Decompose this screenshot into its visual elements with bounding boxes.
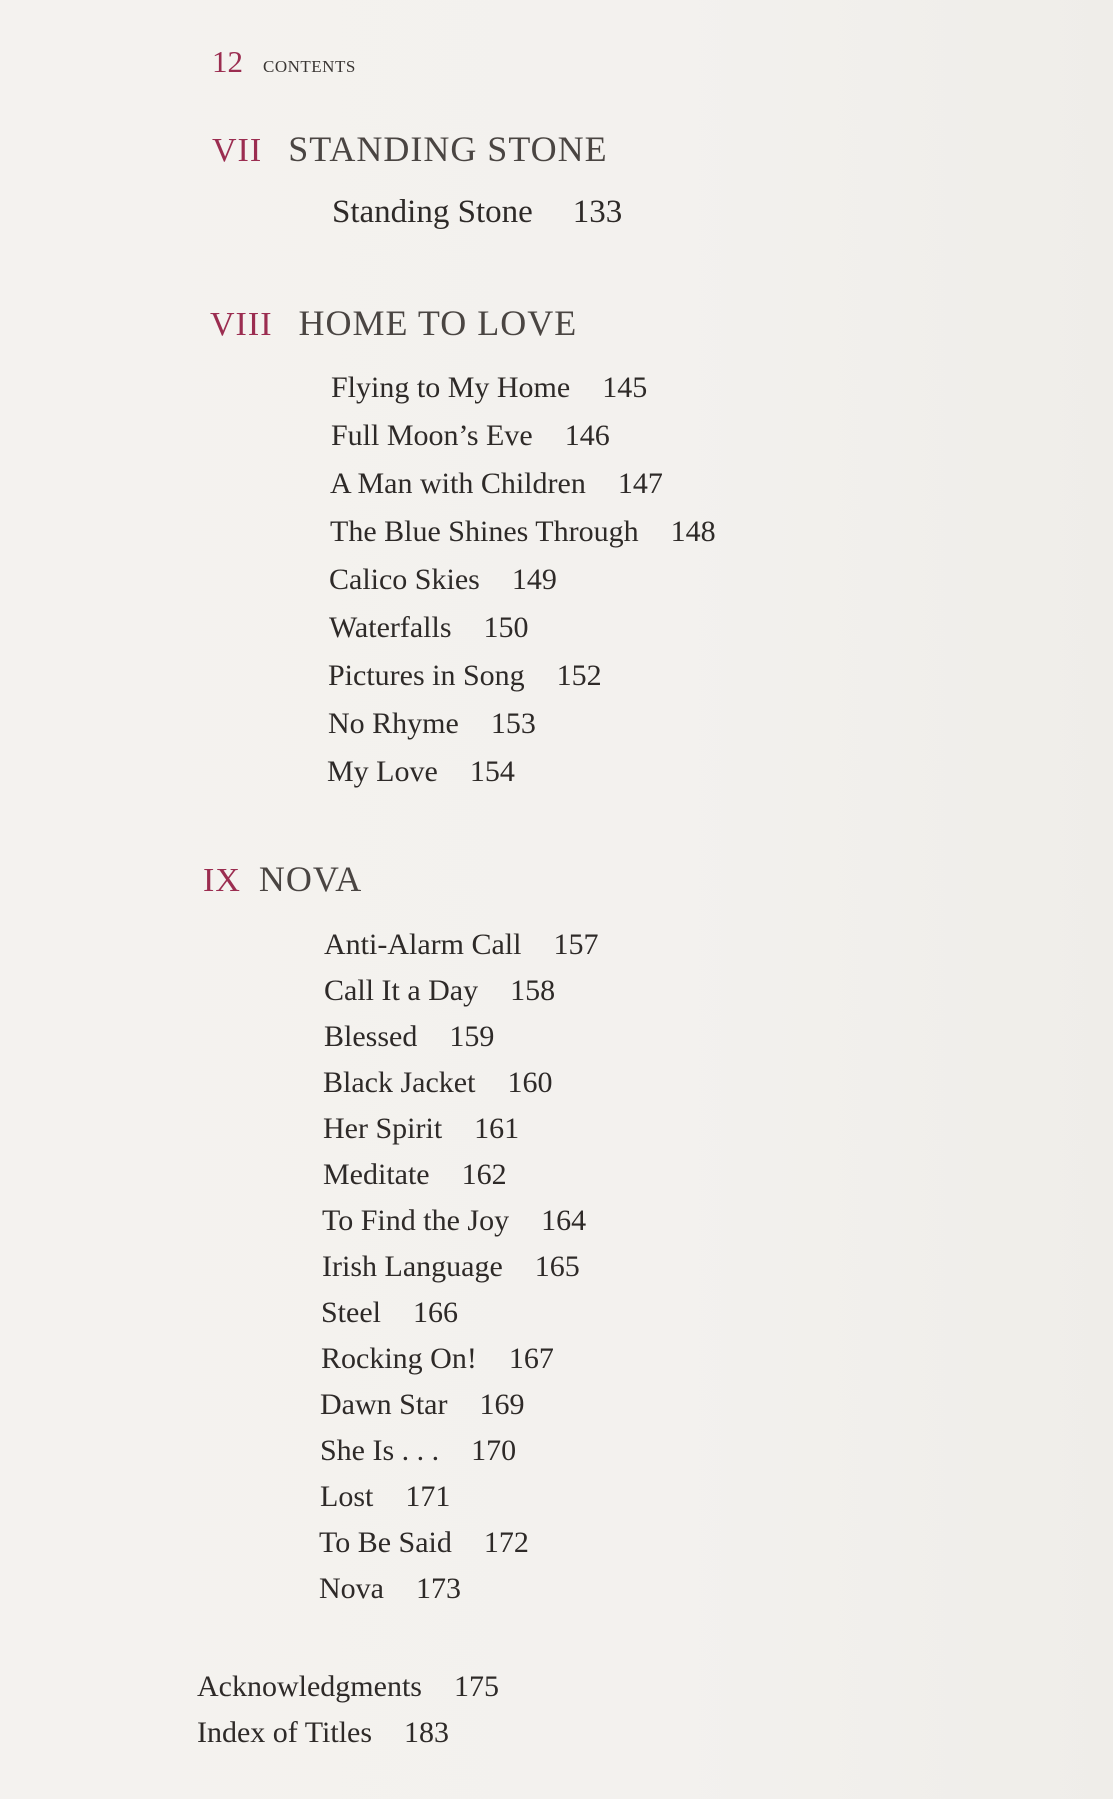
entry-title: She Is . . . [320,1434,440,1467]
entry-page: 173 [415,1572,461,1605]
page-number: 12 [212,44,243,79]
entry-page: 153 [490,707,536,740]
toc-entry [322,1252,580,1282]
entry-page: 159 [449,1020,495,1053]
entry-page: 172 [483,1526,529,1559]
entry-page: 158 [510,974,556,1007]
toc-entry [331,373,647,403]
entry-page: 167 [508,1342,554,1375]
toc-entry [323,1114,519,1144]
entry-page: 152 [556,659,602,692]
entry-title: A Man with Children [330,467,586,500]
entry-page: 165 [534,1250,580,1283]
entry-title: Blessed [324,1020,418,1053]
entry-title: Standing Stone [332,194,533,230]
entry-page: 175 [453,1670,499,1703]
toc-entry [330,469,663,499]
entry-title: Pictures in Song [328,659,525,692]
entry-page: 162 [461,1158,507,1191]
entry-title: To Be Said [319,1526,452,1559]
entry-title: Waterfalls [329,611,452,644]
running-head: contents [263,52,356,78]
entry-title: To Find the Joy [322,1204,510,1237]
section-numeral: VIII [210,306,273,343]
section-heading-vii [212,128,608,170]
toc-entry [324,976,555,1006]
entry-page: 157 [553,928,599,961]
entry-title: Meditate [323,1158,430,1191]
toc-entry [319,1574,461,1604]
toc-entry [323,1068,552,1098]
toc-entry [332,196,622,229]
section-title: NOVA [258,859,363,899]
entry-page: 154 [469,755,515,788]
entry-page: 161 [474,1112,520,1145]
toc-entry [330,517,716,547]
entry-title: Call It a Day [324,974,479,1007]
section-title: HOME TO LOVE [298,303,578,343]
entry-title: Anti-Alarm Call [324,928,522,961]
toc-entry [329,613,529,643]
entry-page: 133 [572,194,623,230]
toc-entry [323,1160,507,1190]
entry-title: The Blue Shines Through [330,515,639,548]
entry-title: Calico Skies [329,563,480,596]
entry-title: Steel [321,1296,381,1329]
toc-entry [321,1344,554,1374]
entry-page: 169 [479,1388,525,1421]
toc-entry [327,757,515,787]
entry-page: 170 [471,1434,517,1467]
entry-title: Lost [320,1480,374,1513]
entry-title: Rocking On! [321,1342,477,1375]
toc-entry [320,1436,516,1466]
page-header [212,44,356,80]
entry-title: Her Spirit [323,1112,443,1145]
toc-entry [322,1206,586,1236]
section-heading-viii [210,302,577,344]
entry-page: 147 [617,467,663,500]
entry-page: 164 [541,1204,587,1237]
toc-entry [328,661,602,691]
entry-title: Nova [319,1572,384,1605]
entry-title: Flying to My Home [331,371,571,404]
toc-entry [319,1528,529,1558]
entry-title: No Rhyme [328,707,459,740]
section-numeral: IX [203,862,241,899]
back-matter-entry [197,1672,499,1702]
entry-page: 166 [413,1296,458,1329]
entry-title: Full Moon’s Eve [331,419,533,452]
entry-title: Acknowledgments [197,1670,422,1703]
toc-entry [328,709,536,739]
section-numeral: VII [212,132,263,169]
entry-title: My Love [327,755,438,788]
toc-entry [324,1022,494,1052]
toc-entry [320,1482,450,1512]
entry-title: Black Jacket [323,1066,476,1099]
entry-page: 149 [511,563,557,596]
toc-entry [321,1298,458,1328]
entry-title: Irish Language [322,1250,503,1283]
entry-page: 148 [670,515,716,548]
entry-page: 150 [483,611,529,644]
toc-entry [320,1390,524,1420]
section-title: STANDING STONE [288,129,608,169]
entry-page: 171 [405,1480,451,1513]
back-matter-entry [197,1718,449,1748]
toc-entry [324,930,598,960]
section-heading-ix [203,858,362,900]
entry-page: 160 [507,1066,553,1099]
entry-page: 146 [564,419,610,452]
entry-page: 183 [404,1716,450,1749]
entry-title: Index of Titles [197,1716,373,1749]
toc-entry [331,421,610,451]
toc-entry [329,565,557,595]
entry-page: 145 [602,371,648,404]
entry-title: Dawn Star [320,1388,448,1421]
